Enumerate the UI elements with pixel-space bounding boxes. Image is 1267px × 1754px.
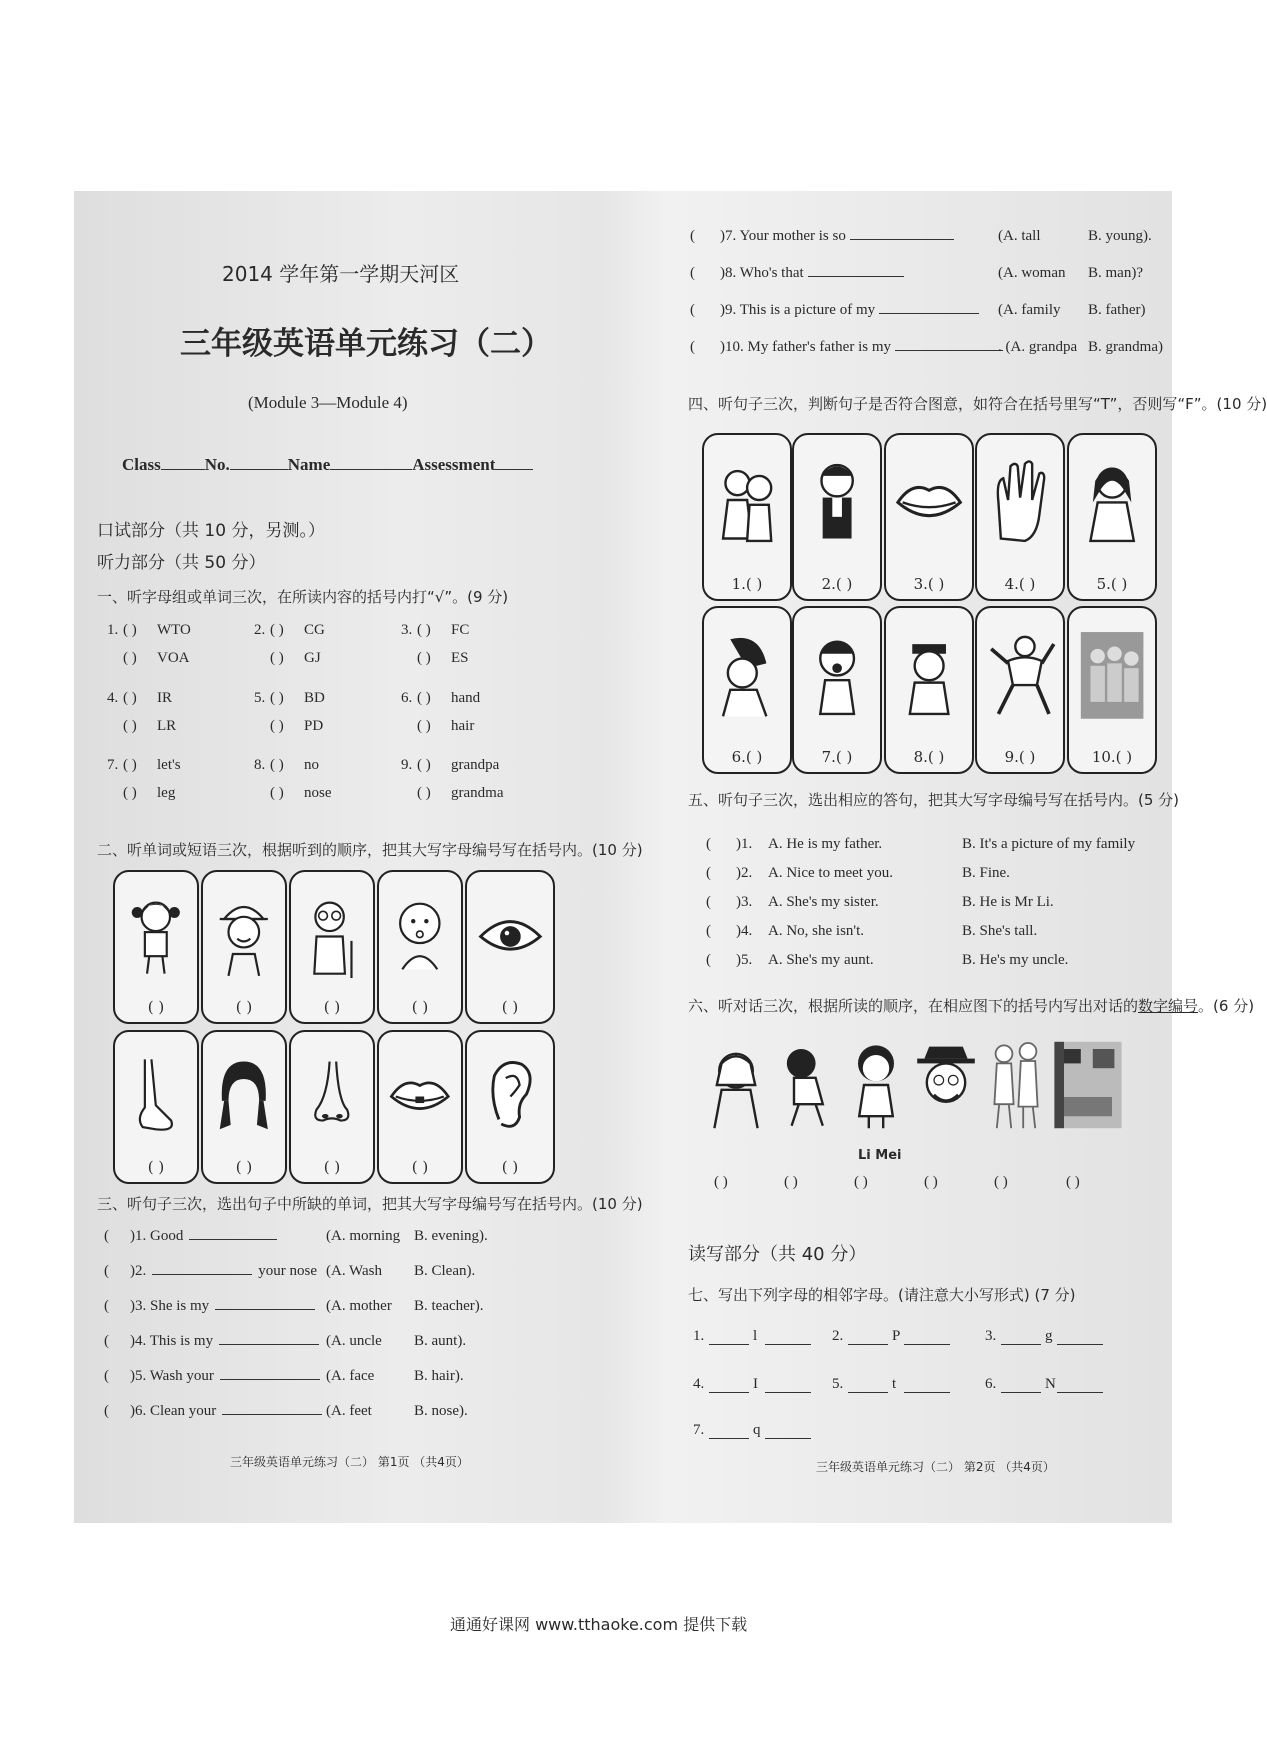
s1-option-a-bracket[interactable]: ( ) [123, 757, 137, 773]
s3-option-a: (A. family [998, 302, 1061, 318]
s3-blank[interactable] [215, 1309, 315, 1310]
s1-option-b-bracket[interactable]: ( ) [123, 650, 137, 666]
section6-title-main: 六、听对话三次，根据所读的顺序，在相应图下的括号内写出对话的 [688, 997, 1139, 1015]
s1-option-b: nose [304, 785, 332, 801]
s5-option-b: B. It's a picture of my family [962, 836, 1136, 852]
s3-question-stem: )7. Your mother is so [720, 228, 846, 244]
s3-option-a: (A. tall [998, 228, 1041, 244]
s3-blank[interactable] [808, 276, 904, 277]
s5-option-a: A. She's my sister. [768, 894, 879, 910]
girl-eating-icon [801, 618, 873, 733]
s3-option-b: B. nose). [414, 1403, 468, 1419]
s7-blank-after[interactable] [1057, 1344, 1103, 1345]
s3-question-stem: )5. Wash your [130, 1368, 214, 1384]
child-bending-icon [770, 1035, 842, 1135]
picture-bracket[interactable]: ( ) [235, 1158, 253, 1176]
s7-given-letter: l [753, 1328, 758, 1344]
s7-given-letter: q [753, 1422, 761, 1438]
s3-option-b: B. aunt). [414, 1333, 467, 1349]
s3-blank[interactable] [895, 350, 1003, 351]
s5-option-b: B. He is Mr Li. [962, 894, 1054, 910]
s5-question-number: )4. [736, 923, 753, 939]
s4-answer-bracket[interactable]: 2.( ) [821, 575, 853, 593]
s1-item-number: 8. [254, 757, 266, 773]
s3-blank[interactable] [219, 1344, 319, 1345]
s4-picture-8 [884, 606, 974, 774]
section2-title: 二、听单词或短语三次，根据听到的顺序，把其大写字母编号写在括号内。(10 分) [97, 841, 643, 859]
s3-question-text [130, 1403, 328, 1420]
picture-baby [377, 870, 463, 1024]
s7-item-number: 7. [693, 1422, 705, 1438]
s7-blank-after[interactable] [765, 1392, 811, 1393]
s7-blank-before[interactable] [709, 1344, 749, 1345]
s1-option-a: FC [451, 622, 470, 638]
section7-title: 七、写出下列字母的相邻字母。(请注意大小写形式) (7 分) [688, 1286, 1076, 1304]
s7-blank-before[interactable] [848, 1344, 888, 1345]
s7-item-number: 2. [832, 1328, 844, 1344]
s4-picture-4 [975, 433, 1065, 601]
s5-option-b: B. Fine. [962, 865, 1010, 881]
s5-option-a: A. He is my father. [768, 836, 883, 852]
s5-answer-bracket[interactable]: ( [706, 836, 711, 852]
s3-question-text [130, 1263, 317, 1280]
s5-answer-bracket[interactable]: ( [706, 894, 711, 910]
s3-question-stem: )10. My father's father is my [720, 339, 891, 355]
exam-subtitle: (Module 3—Module 4) [248, 393, 408, 412]
s1-option-b-bracket[interactable]: ( ) [123, 785, 137, 801]
s3-option-b: B. young). [1088, 228, 1152, 244]
s4-picture-2 [792, 433, 882, 601]
s3-question-text [720, 302, 979, 319]
couple-icon [711, 445, 783, 560]
s1-option-a-bracket[interactable]: ( ) [270, 690, 284, 706]
s3-option-a: (A. woman [998, 265, 1066, 281]
s3-answer-bracket[interactable]: ( [104, 1263, 109, 1279]
girl-icon [123, 884, 189, 989]
s3-question-stem: )4. This is my [130, 1333, 214, 1349]
s5-option-a: A. She's my aunt. [768, 952, 874, 968]
s3-blank[interactable] [220, 1379, 320, 1380]
s1-option-b-bracket[interactable]: ( ) [123, 718, 137, 734]
s3-option-b: B. hair). [414, 1368, 464, 1384]
s4-picture-3 [884, 433, 974, 601]
section6-title-points: 。(6 分) [1198, 997, 1255, 1015]
s1-item-number: 1. [107, 622, 119, 638]
s3-blank[interactable] [222, 1414, 322, 1415]
s3-question-stem: )3. She is my [130, 1298, 210, 1314]
s1-option-b-bracket[interactable]: ( ) [417, 785, 431, 801]
s1-option-b-bracket[interactable]: ( ) [417, 650, 431, 666]
s3-blank[interactable] [850, 239, 954, 240]
s1-item-number: 9. [401, 757, 413, 773]
s7-item-number: 3. [985, 1328, 997, 1344]
s1-option-b: hair [451, 718, 475, 734]
hair-icon [211, 1044, 277, 1149]
s3-answer-bracket[interactable]: ( [690, 339, 695, 355]
picture-bracket[interactable]: ( ) [147, 998, 165, 1016]
s3-blank[interactable] [189, 1239, 277, 1240]
s1-option-a: IR [157, 690, 172, 706]
s1-item-number: 3. [401, 622, 413, 638]
picture-eye [465, 870, 555, 1024]
s1-option-b-bracket[interactable]: ( ) [417, 718, 431, 734]
s7-given-letter: I [753, 1376, 758, 1392]
s5-question-number: )2. [736, 865, 753, 881]
s1-option-a-bracket[interactable]: ( ) [123, 690, 137, 706]
picture-mouth [377, 1030, 463, 1184]
picture-nose [289, 1030, 375, 1184]
picture-bracket[interactable]: ( ) [147, 1158, 165, 1176]
exam-title: 三年级英语单元练习（二） [180, 326, 552, 362]
grandma-icon [299, 884, 365, 989]
s3-answer-bracket[interactable]: ( [104, 1228, 109, 1244]
class-blank[interactable] [161, 469, 205, 470]
s4-answer-bracket[interactable]: 10.( ) [1091, 748, 1133, 766]
picture-bracket[interactable]: ( ) [323, 998, 341, 1016]
s3-option-b: B. Clean). [414, 1263, 476, 1279]
s7-item-number: 5. [832, 1376, 844, 1392]
s7-given-letter: P [892, 1328, 901, 1344]
section5-title: 五、听句子三次，选出相应的答句，把其大写字母编号写在括号内。(5 分) [688, 791, 1180, 809]
eye-icon [476, 884, 545, 989]
s4-answer-bracket[interactable]: 9.( ) [1004, 748, 1036, 766]
s1-option-b: GJ [304, 650, 321, 666]
s5-answer-bracket[interactable]: ( [706, 923, 711, 939]
s1-option-a: CG [304, 622, 325, 638]
s3-option-a: (A. feet [326, 1403, 372, 1419]
section6-title [688, 995, 1254, 1016]
s1-option-b: VOA [157, 650, 190, 666]
s1-option-a: let's [157, 757, 181, 773]
ear-icon [476, 1044, 545, 1149]
picture-bracket[interactable]: ( ) [235, 998, 253, 1016]
s1-option-a-bracket[interactable]: ( ) [417, 757, 431, 773]
boy-ear-icon [893, 618, 965, 733]
s1-item-number: 2. [254, 622, 266, 638]
s3-option-a: (A. morning [326, 1228, 401, 1244]
s3-option-b: B. teacher). [414, 1298, 484, 1314]
s3-answer-bracket[interactable]: ( [690, 228, 695, 244]
name-label: Name [287, 455, 331, 474]
s3-option-a: (A. Wash [326, 1263, 383, 1279]
picture-bracket[interactable]: ( ) [411, 1158, 429, 1176]
s5-option-b: B. She's tall. [962, 923, 1038, 939]
s1-option-a-bracket[interactable]: ( ) [123, 622, 137, 638]
s3-question-stem: )9. This is a picture of my [720, 302, 876, 318]
s7-blank-before[interactable] [1001, 1392, 1041, 1393]
picture-boy [201, 870, 287, 1024]
s3-answer-bracket[interactable]: ( [104, 1298, 109, 1314]
strongman-icon [984, 618, 1056, 733]
s7-given-letter: N [1045, 1376, 1056, 1392]
no-blank[interactable] [230, 469, 288, 470]
girl-hair-icon [711, 618, 783, 733]
s1-item-number: 7. [107, 757, 119, 773]
section6-title-underlined: 数字编号 [1138, 997, 1199, 1015]
li-mei-icon [840, 1035, 912, 1135]
exam-header: 2014 学年第一学期天河区 [222, 262, 460, 286]
left-page-footer: 三年级英语单元练习（二） 第1页 （共4页） [230, 1455, 469, 1469]
s1-item-number: 4. [107, 690, 119, 706]
picture-girl [113, 870, 199, 1024]
s4-picture-9 [975, 606, 1065, 774]
s1-option-b-bracket[interactable]: ( ) [270, 718, 284, 734]
living-room-icon [1052, 1035, 1124, 1135]
s7-blank-before[interactable] [848, 1392, 888, 1393]
s1-option-b-bracket[interactable]: ( ) [270, 785, 284, 801]
picture-bracket[interactable]: ( ) [501, 1158, 519, 1176]
s1-option-a: grandpa [451, 757, 500, 773]
s7-blank-after[interactable] [904, 1344, 950, 1345]
s4-picture-5 [1067, 433, 1157, 601]
s3-answer-bracket[interactable]: ( [104, 1403, 109, 1419]
family-photo-icon [1076, 618, 1148, 733]
s3-answer-bracket[interactable]: ( [104, 1333, 109, 1349]
listening-section-heading: 听力部分（共 50 分） [97, 553, 266, 573]
s3-option-b: B. father) [1088, 302, 1146, 318]
s5-option-a: A. No, she isn't. [768, 923, 865, 939]
s7-blank-before[interactable] [1001, 1344, 1041, 1345]
picture-bracket[interactable]: ( ) [323, 1158, 341, 1176]
hand-icon [984, 445, 1056, 560]
s3-option-b: B. grandma) [1088, 339, 1163, 355]
s3-question-stem: )8. Who's that [720, 265, 804, 281]
s3-question-text [130, 1298, 321, 1315]
s1-option-a: no [304, 757, 319, 773]
s3-question-text [720, 265, 904, 282]
s3-question-text [720, 339, 1003, 356]
s3-question-text [130, 1228, 283, 1245]
s7-given-letter: g [1045, 1328, 1053, 1344]
s1-option-b: leg [157, 785, 176, 801]
baby-icon [387, 884, 453, 989]
oral-section-heading: 口试部分（共 10 分，另测。） [97, 521, 325, 541]
li-mei-label: Li Mei [858, 1148, 902, 1163]
s4-answer-bracket[interactable]: 6.( ) [731, 748, 763, 766]
two-people-icon [980, 1035, 1052, 1135]
picture-bracket[interactable]: ( ) [411, 998, 429, 1016]
child-covering-face-icon [700, 1035, 772, 1135]
s1-item-number: 6. [401, 690, 413, 706]
s4-answer-bracket[interactable]: 1.( ) [731, 575, 763, 593]
s3-blank[interactable] [152, 1274, 252, 1275]
s7-item-number: 4. [693, 1376, 705, 1392]
s7-item-number: 1. [693, 1328, 705, 1344]
s1-option-a-bracket[interactable]: ( ) [270, 757, 284, 773]
s1-option-b-bracket[interactable]: ( ) [270, 650, 284, 666]
download-caption: 通通好课网 www.tthaoke.com 提供下载 [450, 1615, 748, 1634]
class-label: Class [122, 455, 161, 474]
s6-answer-bracket[interactable]: ( ) [714, 1174, 728, 1190]
picture-foot [113, 1030, 199, 1184]
name-blank[interactable] [330, 469, 412, 470]
s3-answer-bracket[interactable]: ( [690, 265, 695, 281]
s3-answer-bracket[interactable]: ( [690, 302, 695, 318]
s3-answer-bracket[interactable]: ( [104, 1368, 109, 1384]
s3-option-b: B. evening). [414, 1228, 488, 1244]
s4-answer-bracket[interactable]: 5.( ) [1096, 575, 1128, 593]
boy-icon [211, 884, 277, 989]
s4-picture-6 [702, 606, 792, 774]
s3-question-tail: your nose [258, 1263, 317, 1279]
s1-option-a: BD [304, 690, 325, 706]
s7-blank-after[interactable] [904, 1392, 950, 1393]
s3-question-text [130, 1333, 325, 1350]
picture-hair [201, 1030, 287, 1184]
s3-question-stem: )2. [130, 1263, 147, 1279]
s3-option-a: . (A. grandpa [998, 339, 1078, 355]
s4-answer-bracket[interactable]: 7.( ) [821, 748, 853, 766]
girl-phone-icon [801, 445, 873, 560]
s7-blank-before[interactable] [709, 1392, 749, 1393]
s3-option-b: B. man)? [1088, 265, 1143, 281]
s5-question-number: )1. [736, 836, 753, 852]
s1-option-b: ES [451, 650, 469, 666]
picture-grandma [289, 870, 375, 1024]
s1-option-b: grandma [451, 785, 504, 801]
s7-item-number: 6. [985, 1376, 997, 1392]
s7-blank-before[interactable] [709, 1438, 749, 1439]
s3-question-text [130, 1368, 326, 1385]
s5-option-a: A. Nice to meet you. [768, 865, 893, 881]
s6-answer-bracket[interactable]: ( ) [994, 1174, 1008, 1190]
section4-title: 四、听句子三次，判断句子是否符合图意，如符合在括号里写“T”，否则写“F”。(10 分) [688, 395, 1267, 413]
foot-icon [123, 1044, 189, 1149]
s7-blank-after[interactable] [765, 1344, 811, 1345]
s1-option-a: hand [451, 690, 481, 706]
s6-answer-bracket[interactable]: ( ) [924, 1174, 938, 1190]
s5-question-number: )3. [736, 894, 753, 910]
s1-item-number: 5. [254, 690, 266, 706]
s3-question-stem: )6. Clean your [130, 1403, 217, 1419]
s1-option-a: WTO [157, 622, 191, 638]
nose-icon [299, 1044, 365, 1149]
assessment-blank[interactable] [495, 469, 533, 470]
student-info-row [122, 455, 533, 475]
s5-answer-bracket[interactable]: ( [706, 952, 711, 968]
s6-answer-bracket[interactable]: ( ) [854, 1174, 868, 1190]
s4-answer-bracket[interactable]: 4.( ) [1004, 575, 1036, 593]
s5-question-number: )5. [736, 952, 753, 968]
s6-answer-bracket[interactable]: ( ) [784, 1174, 798, 1190]
s4-answer-bracket[interactable]: 3.( ) [913, 575, 945, 593]
s4-picture-1 [702, 433, 792, 601]
s3-blank[interactable] [879, 313, 979, 314]
s1-option-a-bracket[interactable]: ( ) [417, 690, 431, 706]
s1-option-a-bracket[interactable]: ( ) [417, 622, 431, 638]
s3-option-a: (A. face [326, 1368, 375, 1384]
s1-option-b: LR [157, 718, 177, 734]
s7-given-letter: t [892, 1376, 897, 1392]
mouth-icon [893, 445, 965, 560]
right-page-footer: 三年级英语单元练习（二） 第2页 （共4页） [816, 1460, 1055, 1474]
old-man-hat-icon [910, 1035, 982, 1135]
s1-option-a-bracket[interactable]: ( ) [270, 622, 284, 638]
picture-ear [465, 1030, 555, 1184]
mouth-icon [387, 1044, 453, 1149]
s7-blank-after[interactable] [765, 1438, 811, 1439]
s5-answer-bracket[interactable]: ( [706, 865, 711, 881]
s3-question-stem: )1. Good [130, 1228, 184, 1244]
s6-answer-bracket[interactable]: ( ) [1066, 1174, 1080, 1190]
picture-bracket[interactable]: ( ) [501, 998, 519, 1016]
no-label: No. [204, 455, 230, 474]
s3-option-a: (A. mother [326, 1298, 392, 1314]
section1-title: 一、听字母组或单词三次，在所读内容的括号内打“√”。(9 分) [97, 588, 509, 606]
section3-title: 三、听句子三次，选出句子中所缺的单词，把其大写字母编号写在括号内。(10 分) [97, 1195, 643, 1213]
s3-question-text [720, 228, 954, 245]
s4-picture-7 [792, 606, 882, 774]
s7-blank-after[interactable] [1057, 1392, 1103, 1393]
s3-option-a: (A. uncle [326, 1333, 382, 1349]
read-write-section-heading: 读写部分（共 40 分） [688, 1244, 867, 1265]
s1-option-b: PD [304, 718, 324, 734]
s4-answer-bracket[interactable]: 8.( ) [913, 748, 945, 766]
s5-option-b: B. He's my uncle. [962, 952, 1069, 968]
assessment-label: Assessment [412, 455, 496, 474]
s4-picture-10 [1067, 606, 1157, 774]
woman-icon [1076, 445, 1148, 560]
